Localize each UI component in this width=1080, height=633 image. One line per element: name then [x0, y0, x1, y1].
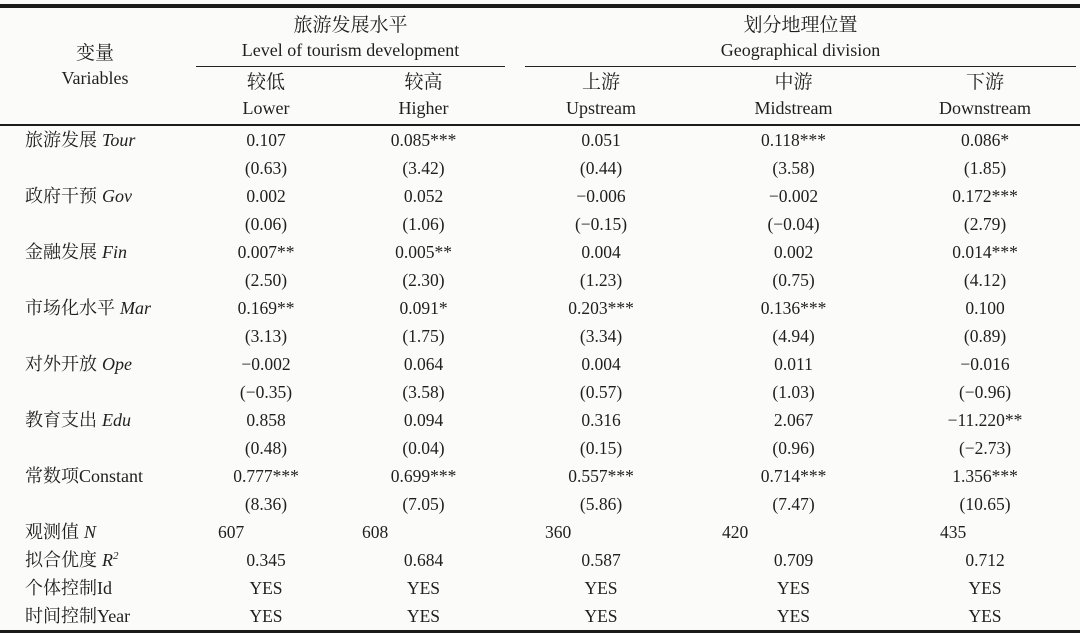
col-header-upstream: 上游 Upstream — [566, 72, 636, 118]
tstat-cell: (5.86) — [579, 494, 623, 514]
tstat-cell: (0.15) — [579, 438, 623, 458]
tstat-row — [0, 266, 1080, 294]
header-group-row — [0, 6, 1080, 67]
coef-cell: 0.203*** — [568, 298, 634, 318]
tstat-cell: (2.79) — [963, 214, 1007, 234]
row-label-abbr: N — [84, 522, 97, 542]
coef-cell: −11.220** — [947, 410, 1023, 430]
coef-cell: 0.086* — [960, 130, 1010, 150]
stat-cell: 0.587 — [581, 550, 621, 570]
coef-cell: 0.091* — [399, 298, 448, 318]
tstat-cell: (3.42) — [402, 158, 445, 178]
row-label-abbr: Mar — [120, 298, 151, 318]
tstat-cell: (−0.96) — [958, 382, 1012, 402]
row-label-abbr: Ope — [102, 354, 132, 374]
row-label-abbr: Constant — [79, 466, 144, 486]
tstat-cell: (0.48) — [244, 438, 288, 458]
tstat-row — [0, 378, 1080, 406]
tstat-cell: (3.13) — [244, 326, 288, 346]
coef-cell: 0.014*** — [952, 242, 1018, 262]
coef-cell: 0.118*** — [761, 130, 826, 150]
row-label — [0, 210, 190, 238]
stat-cell: 0.345 — [246, 550, 286, 570]
tstat-cell: (0.89) — [963, 326, 1007, 346]
tstat-cell: (7.05) — [402, 494, 445, 514]
coef-cell: 0.052 — [403, 186, 444, 206]
group-tourism-en: Level of tourism development — [241, 40, 460, 60]
tstat-cell: (1.75) — [402, 326, 445, 346]
tstat-cell: (3.58) — [402, 382, 445, 402]
row-label: 观测值 N — [25, 522, 97, 542]
tstat-cell: (0.57) — [579, 382, 623, 402]
tstat-cell: (4.94) — [772, 326, 815, 346]
coef-cell: 0.316 — [581, 410, 621, 430]
stat-row — [0, 602, 1080, 632]
regression-table — [0, 4, 1080, 633]
tstat-cell: (1.85) — [963, 158, 1007, 178]
coef-cell: 1.356*** — [952, 466, 1018, 486]
coef-cell: 0.002 — [773, 242, 814, 262]
tstat-row — [0, 490, 1080, 518]
tstat-cell: (7.47) — [772, 494, 815, 514]
row-label — [0, 490, 190, 518]
group-tourism-zh: 旅游发展水平 — [293, 15, 408, 36]
stat-cell: YES — [249, 578, 283, 598]
stat-row — [0, 518, 1080, 546]
coef-row — [0, 350, 1080, 378]
group-header-tourism — [190, 6, 505, 67]
coef-cell: 0.007** — [237, 242, 295, 262]
coef-row — [0, 406, 1080, 434]
coef-cell: 0.107 — [246, 130, 286, 150]
coef-cell: −0.002 — [241, 354, 291, 374]
row-label-sup: 2 — [113, 550, 119, 562]
stat-cell: 360 — [545, 522, 572, 542]
coef-cell: 0.136*** — [760, 298, 827, 318]
stat-cell: 0.712 — [965, 550, 1005, 570]
stat-cell: YES — [249, 606, 283, 626]
group-header-geography — [505, 6, 1080, 67]
row-label — [0, 378, 190, 406]
row-label: 旅游发展 Tour — [25, 130, 136, 150]
stat-cell: YES — [406, 578, 441, 598]
row-label — [0, 266, 190, 294]
stat-row — [0, 546, 1080, 574]
coef-cell: 0.858 — [246, 410, 286, 430]
row-label: 常数项Constant — [25, 466, 144, 486]
row-label-abbr: Tour — [102, 130, 136, 150]
tstat-cell: (2.30) — [402, 270, 445, 290]
tstat-cell: (−0.04) — [767, 214, 820, 234]
tstat-cell: (0.04) — [402, 438, 445, 458]
tstat-cell: (−0.35) — [239, 382, 293, 402]
stat-cell: 608 — [362, 522, 389, 542]
coef-cell: 0.172*** — [952, 186, 1018, 206]
coef-cell: 0.004 — [581, 242, 621, 262]
coef-cell: −0.002 — [768, 186, 819, 206]
coef-cell: 0.011 — [774, 354, 813, 374]
stat-cell: 0.684 — [403, 550, 444, 570]
stat-cell: 607 — [218, 522, 245, 542]
stat-cell: YES — [776, 578, 811, 598]
coef-cell: 0.169** — [237, 298, 295, 318]
coef-cell: 0.085*** — [390, 130, 457, 150]
group-geography-zh: 划分地理位置 — [743, 15, 858, 36]
variables-header-en: Variables — [61, 68, 129, 88]
table-header — [0, 6, 1080, 125]
tstat-cell: (4.12) — [963, 270, 1007, 290]
row-label-abbr: Edu — [102, 410, 131, 430]
tstat-cell: (0.44) — [579, 158, 623, 178]
row-label: 金融发展 Fin — [25, 242, 127, 262]
table-body — [0, 125, 1080, 632]
tstat-cell: (0.75) — [772, 270, 815, 290]
row-label: 政府干预 Gov — [25, 186, 132, 206]
stat-cell: YES — [406, 606, 441, 626]
row-label — [0, 322, 190, 350]
coef-row — [0, 294, 1080, 322]
stat-cell: YES — [968, 578, 1002, 598]
stat-cell: 420 — [722, 522, 749, 542]
coef-row — [0, 125, 1080, 154]
group-geography-en: Geographical division — [720, 40, 881, 60]
col-header-higher: 较高 Higher — [398, 72, 449, 118]
row-label: 对外开放 Ope — [25, 354, 132, 374]
coef-row — [0, 238, 1080, 266]
coef-cell: 0.094 — [403, 410, 444, 430]
row-label-abbr: $R^2$ — [102, 550, 119, 570]
tstat-row — [0, 154, 1080, 182]
tstat-cell: (−2.73) — [958, 438, 1012, 458]
coef-cell: 0.002 — [246, 186, 286, 206]
col-header-lower: 较低 Lower — [242, 72, 290, 118]
variables-header — [0, 6, 190, 125]
tstat-cell: (2.50) — [244, 270, 288, 290]
stat-cell: YES — [584, 606, 618, 626]
coef-row — [0, 462, 1080, 490]
coef-cell: 0.004 — [581, 354, 621, 374]
row-label-abbr: Id — [97, 578, 112, 598]
coef-cell: 0.777*** — [233, 466, 299, 486]
tstat-cell: (−0.15) — [574, 214, 628, 234]
coef-cell: 0.699*** — [390, 466, 457, 486]
stat-cell: YES — [584, 578, 618, 598]
tstat-cell: (3.34) — [579, 326, 623, 346]
coef-cell: 0.064 — [403, 354, 444, 374]
row-label: 个体控制Id — [25, 578, 112, 598]
tstat-cell: (0.63) — [244, 158, 288, 178]
stat-cell: 0.709 — [773, 550, 814, 570]
row-label: 市场化水平 Mar — [25, 298, 151, 318]
coef-cell: −0.006 — [576, 186, 626, 206]
stat-cell: YES — [776, 606, 811, 626]
coef-cell: 0.557*** — [568, 466, 634, 486]
stat-cell: 435 — [940, 522, 967, 542]
col-header-midstream: 中游 Midstream — [754, 72, 833, 118]
tstat-cell: (10.65) — [959, 494, 1011, 514]
tstat-cell: (1.23) — [579, 270, 623, 290]
row-label — [0, 434, 190, 462]
row-label: 教育支出 Edu — [25, 410, 131, 430]
tstat-cell: (1.06) — [402, 214, 445, 234]
tstat-row — [0, 434, 1080, 462]
stat-cell: YES — [968, 606, 1002, 626]
tstat-cell: (3.58) — [772, 158, 815, 178]
tstat-cell: (1.03) — [772, 382, 815, 402]
tstat-cell: (8.36) — [244, 494, 288, 514]
coef-cell: 0.100 — [965, 298, 1005, 318]
coef-row — [0, 182, 1080, 210]
row-label-abbr: Year — [97, 606, 131, 626]
variables-header-zh: 变量 — [75, 43, 114, 64]
row-label-abbr: Fin — [102, 242, 127, 262]
coef-cell: 0.714*** — [760, 466, 827, 486]
tstat-row — [0, 210, 1080, 238]
coef-cell: −0.016 — [960, 354, 1010, 374]
tstat-cell: (0.96) — [772, 438, 815, 458]
row-label-abbr: Gov — [102, 186, 132, 206]
tstat-cell: (0.06) — [244, 214, 288, 234]
row-label: 时间控制Year — [25, 606, 131, 626]
coef-cell: 0.051 — [581, 130, 621, 150]
stat-row — [0, 574, 1080, 602]
coef-cell: 0.005** — [395, 242, 452, 262]
row-label: 拟合优度 $R^2$ — [25, 550, 119, 570]
coef-cell: 2.067 — [773, 410, 814, 430]
row-label — [0, 154, 190, 182]
tstat-row — [0, 322, 1080, 350]
col-header-downstream: 下游 Downstream — [939, 72, 1031, 118]
